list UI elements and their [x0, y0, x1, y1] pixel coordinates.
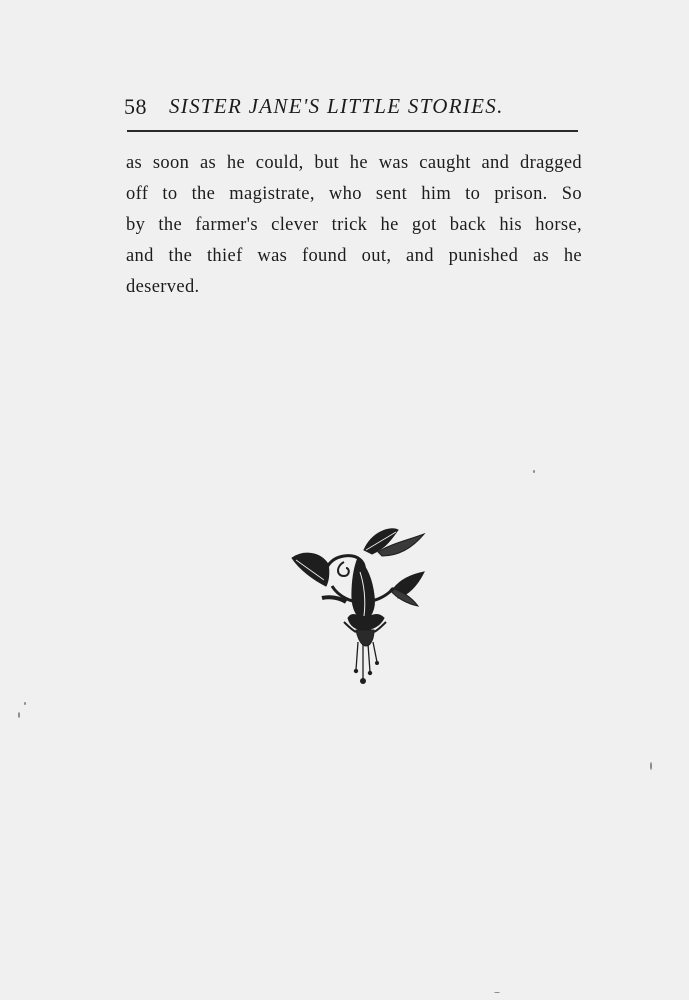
- story-text: [126, 148, 582, 303]
- text-line: off to the magistrate, who sent him to prison. So: [126, 184, 582, 204]
- paper-speck: [533, 470, 535, 473]
- page-number: 58: [124, 94, 147, 119]
- paper-speck: [650, 762, 652, 770]
- text-line: and the thief was found out, and punished as he: [126, 246, 582, 266]
- page-header: [124, 92, 582, 122]
- text-line: by the farmer's clever trick he got back his horse,: [126, 215, 582, 235]
- paper-speck: [18, 712, 20, 718]
- header-rule: [127, 130, 578, 132]
- text-line: deserved.: [126, 277, 200, 297]
- running-title: SISTER JANE'S LITTLE STORIES.: [169, 94, 504, 118]
- paper-speck: [24, 702, 26, 705]
- fuchsia-flower-tailpiece-icon: [286, 522, 428, 686]
- paper-speck: [494, 992, 500, 993]
- text-line: as soon as he could, but he was caught and dragged: [126, 153, 582, 173]
